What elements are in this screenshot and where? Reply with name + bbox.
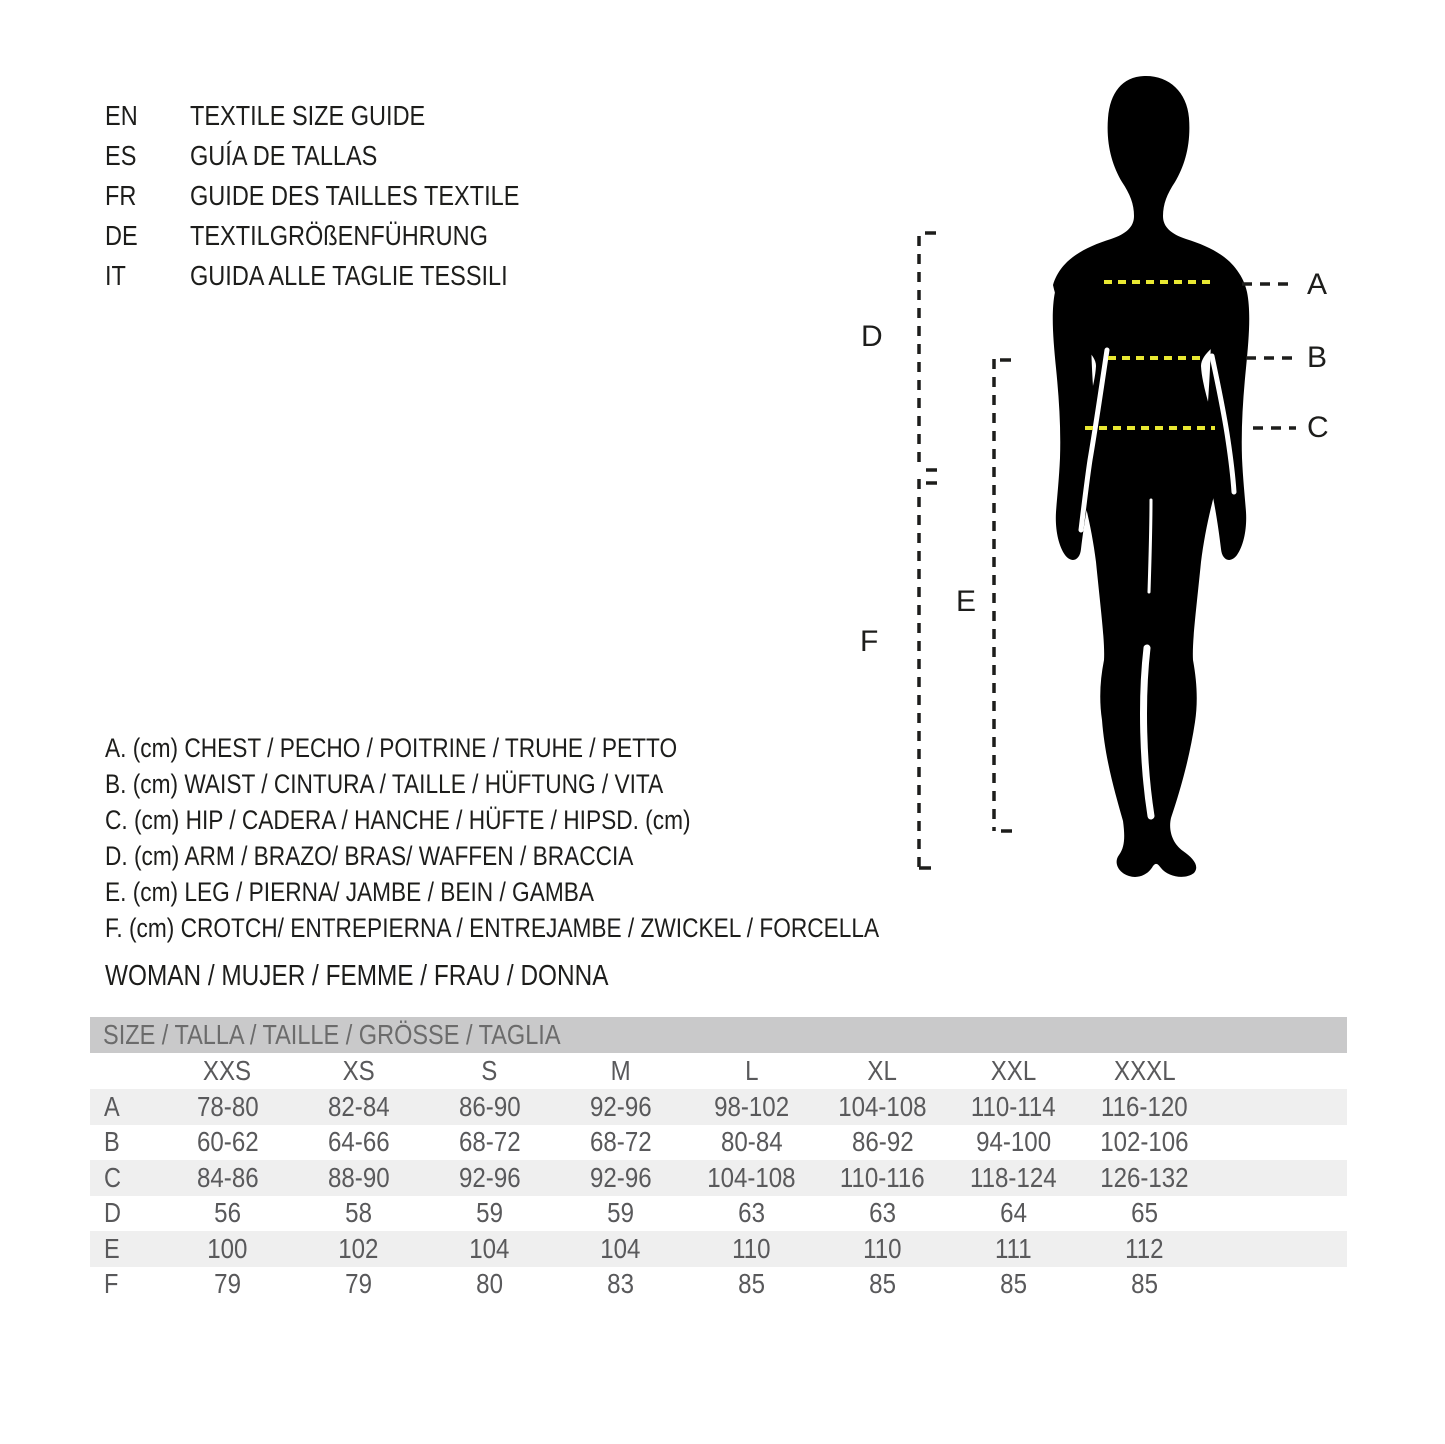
size-header: S <box>481 1055 498 1086</box>
cell: 86-92 <box>851 1126 914 1158</box>
cell: 56 <box>214 1197 241 1229</box>
cell: 68-72 <box>458 1126 521 1158</box>
cell: 86-90 <box>458 1090 521 1122</box>
cell: 100 <box>207 1232 248 1264</box>
size-header-row <box>90 1053 1347 1089</box>
cell: 80-84 <box>720 1126 783 1158</box>
cell: 80 <box>476 1268 503 1300</box>
cell: 79 <box>214 1268 241 1300</box>
table-row-B <box>90 1125 1347 1161</box>
lang-title: GUÍA DE TALLAS <box>190 140 378 171</box>
row-label: A <box>104 1090 120 1122</box>
cell: 102-106 <box>1100 1126 1189 1158</box>
cell: 104-108 <box>838 1090 927 1122</box>
cell: 84-86 <box>196 1161 259 1193</box>
size-table <box>90 1017 1347 1302</box>
size-header: M <box>610 1055 631 1086</box>
desc-crotch: F. (cm) CROTCH/ ENTREPIERNA / ENTREJAMBE / ZWICKEL / FORCELLA <box>105 913 880 943</box>
cell: 63 <box>738 1197 765 1229</box>
label-waist-B: B <box>1307 341 1328 374</box>
label-chest-A: A <box>1307 268 1328 301</box>
desc-arm: D. (cm) ARM / BRAZO/ BRAS/ WAFFEN / BRACCIA <box>105 841 634 871</box>
size-header: XXS <box>203 1055 252 1086</box>
lang-row-en <box>105 96 582 136</box>
woman-section-heading: WOMAN / MUJER / FEMME / FRAU / DONNA <box>105 960 609 992</box>
cell: 102 <box>338 1232 379 1264</box>
cell: 85 <box>869 1268 896 1300</box>
lang-title: GUIDA ALLE TAGLIE TESSILI <box>190 260 508 291</box>
table-row-E <box>90 1231 1347 1267</box>
cell: 98-102 <box>714 1090 789 1122</box>
cell: 92-96 <box>589 1161 652 1193</box>
label-crotch-F: F <box>860 625 879 658</box>
measurement-descriptions <box>105 730 1027 946</box>
lang-code: ES <box>105 140 137 171</box>
cell: 92-96 <box>589 1090 652 1122</box>
cell: 85 <box>1000 1268 1027 1300</box>
row-label: B <box>104 1126 120 1158</box>
cell: 110-116 <box>840 1161 925 1193</box>
lang-code: IT <box>105 260 126 291</box>
row-label: C <box>104 1161 121 1193</box>
desc-leg: E. (cm) LEG / PIERNA/ JAMBE / BEIN / GAMBA <box>105 877 594 907</box>
lang-row-it <box>105 256 582 296</box>
cell: 85 <box>738 1268 765 1300</box>
desc-chest: A. (cm) CHEST / PECHO / POITRINE / TRUHE / PETTO <box>105 733 678 763</box>
lang-code: FR <box>105 180 137 211</box>
cell: 85 <box>1131 1268 1158 1300</box>
size-header: XXXL <box>1113 1055 1176 1086</box>
cell: 58 <box>345 1197 372 1229</box>
cell: 78-80 <box>196 1090 259 1122</box>
desc-hip: C. (cm) HIP / CADERA / HANCHE / HÜFTE / HIPSD. (cm) <box>105 805 691 835</box>
lang-code: DE <box>105 220 138 251</box>
cell: 112 <box>1125 1232 1164 1264</box>
cell: 63 <box>869 1197 896 1229</box>
size-table-title-bar: SIZE / TALLA / TAILLE / GRÖSSE / TAGLIA <box>90 1017 1347 1053</box>
cell: 79 <box>345 1268 372 1300</box>
cell: 94-100 <box>976 1126 1051 1158</box>
lang-row-de <box>105 216 582 256</box>
label-arm-D: D <box>861 320 883 353</box>
size-header: XS <box>342 1055 375 1086</box>
row-label: E <box>104 1232 120 1264</box>
lang-title: TEXTILGRÖßENFÜHRUNG <box>190 220 488 251</box>
cell: 104-108 <box>707 1161 796 1193</box>
cell: 92-96 <box>458 1161 521 1193</box>
row-label: D <box>104 1197 121 1229</box>
cell: 110-114 <box>971 1090 1056 1122</box>
cell: 64 <box>1000 1197 1027 1229</box>
cell: 118-124 <box>970 1161 1057 1193</box>
cell: 110 <box>863 1232 902 1264</box>
lang-row-fr <box>105 176 582 216</box>
table-row-C <box>90 1160 1347 1196</box>
cell: 59 <box>476 1197 503 1229</box>
label-leg-E: E <box>956 585 977 618</box>
size-header: XXL <box>990 1055 1037 1086</box>
cell: 88-90 <box>327 1161 390 1193</box>
table-row-D <box>90 1196 1347 1232</box>
cell: 64-66 <box>327 1126 390 1158</box>
cell: 60-62 <box>196 1126 259 1158</box>
table-row-F <box>90 1267 1347 1303</box>
size-header: L <box>744 1055 759 1086</box>
label-hip-C: C <box>1307 411 1329 444</box>
cell: 82-84 <box>327 1090 390 1122</box>
lang-title: TEXTILE SIZE GUIDE <box>190 100 426 131</box>
cell: 126-132 <box>1100 1161 1189 1193</box>
cell: 65 <box>1131 1197 1158 1229</box>
cell: 104 <box>469 1232 510 1264</box>
table-row-A <box>90 1089 1347 1125</box>
cell: 83 <box>607 1268 634 1300</box>
lang-title: GUIDE DES TAILLES TEXTILE <box>190 180 520 211</box>
cell: 111 <box>995 1232 1032 1264</box>
language-title-list <box>105 96 582 296</box>
desc-waist: B. (cm) WAIST / CINTURA / TAILLE / HÜFTUNG / VITA <box>105 769 664 799</box>
cell: 110 <box>732 1232 771 1264</box>
cell: 116-120 <box>1101 1090 1188 1122</box>
lang-row-es <box>105 136 582 176</box>
cell: 68-72 <box>589 1126 652 1158</box>
cell: 59 <box>607 1197 634 1229</box>
lang-code: EN <box>105 100 138 131</box>
cell: 104 <box>600 1232 641 1264</box>
row-label: F <box>104 1268 119 1300</box>
size-header: XL <box>867 1055 898 1086</box>
